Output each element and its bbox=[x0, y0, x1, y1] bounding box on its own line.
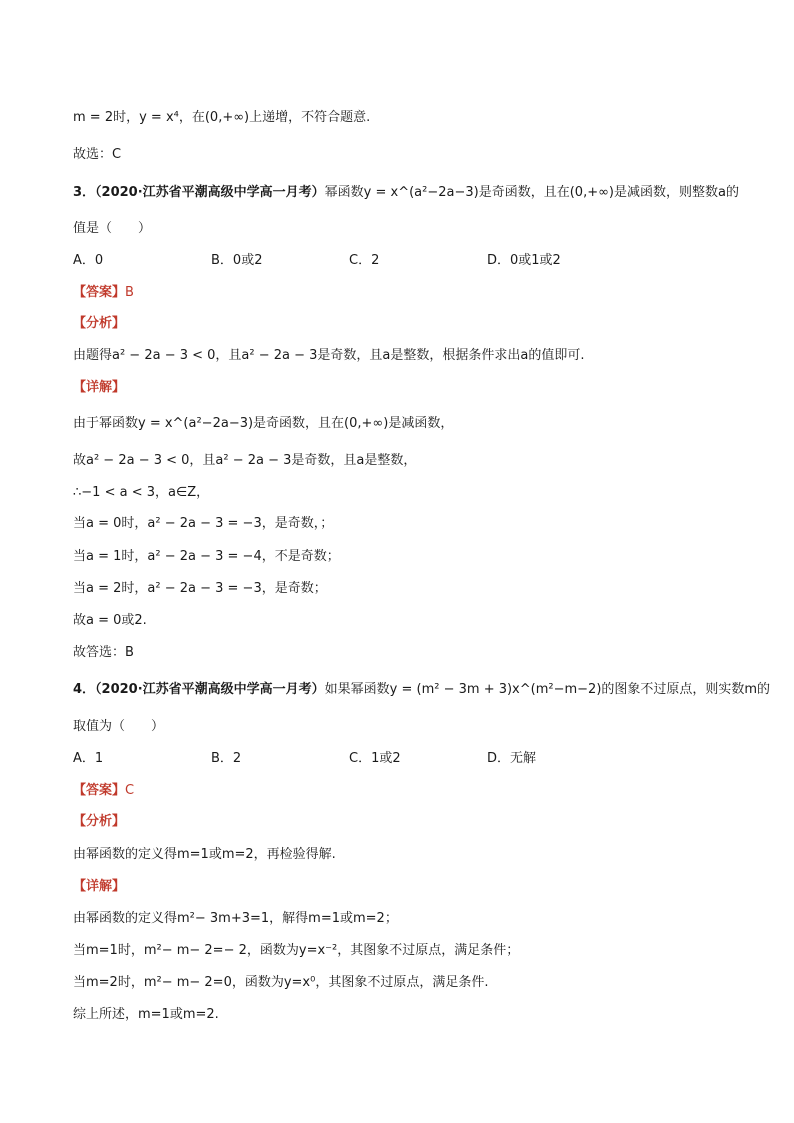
q3-option-d[interactable]: D．0或1或2 bbox=[487, 253, 561, 268]
q3-answer bbox=[73, 283, 734, 303]
q4-option-b[interactable]: B．2 bbox=[211, 751, 242, 766]
q3-detail-6: 当a = 2时，a² − 2a − 3 = −3，是奇数； bbox=[73, 581, 327, 596]
q3-options bbox=[73, 251, 734, 271]
q3-detail-5: 当a = 1时，a² − 2a − 3 = −4，不是奇数； bbox=[73, 549, 340, 564]
q4-stem-text: 如果幂函数y = (m² − 3m + 3)x^(m²−m−2)的图象不过原点，则实数m的 bbox=[324, 682, 771, 697]
q3-final-answer: 故答选：B bbox=[73, 645, 134, 660]
q3-detail-7: 故a = 0或2. bbox=[73, 613, 147, 628]
answer-value: C bbox=[125, 783, 135, 798]
q3-stem-line-2: 值是（ ） bbox=[73, 221, 152, 236]
prev-conclusion: m = 2时，y = x⁴，在(0,+∞)上递增，不符合题意. bbox=[73, 110, 371, 125]
q3-detail-1: 由于幂函数y = x^(a²−2a−3)是奇函数，且在(0,+∞)是减函数， bbox=[73, 416, 454, 431]
q4-analysis-label: 【分析】 bbox=[73, 814, 126, 829]
q4-option-d[interactable]: D．无解 bbox=[487, 751, 537, 766]
q4-detail-2: 当m=1时，m²− m− 2=− 2，函数为y=x⁻²，其图象不过原点，满足条件； bbox=[73, 943, 520, 958]
q3-stem-text: 幂函数y = x^(a²−2a−3)是奇函数，且在(0,+∞)是减函数，则整数a的 bbox=[324, 185, 739, 200]
q4-stem-line-2: 取值为（ ） bbox=[73, 719, 165, 734]
q3-stem-line-1 bbox=[73, 183, 739, 203]
q4-detail-3: 当m=2时，m²− m− 2=0，函数为y=x⁰，其图象不过原点，满足条件. bbox=[73, 975, 489, 990]
answer-value: B bbox=[125, 285, 134, 300]
q4-source: （2020·江苏省平潮高级中学高一月考） bbox=[95, 682, 325, 697]
q3-analysis: 由题得a² − 2a − 3 < 0，且a² − 2a − 3是奇数，且a是整数，根据条件求出a的值即可. bbox=[73, 348, 585, 363]
q3-detail-4: 当a = 0时，a² − 2a − 3 = −3，是奇数，； bbox=[73, 516, 334, 531]
q3-detail-3: ∴−1 < a < 3，a∈Z， bbox=[73, 485, 210, 500]
q3-analysis-label: 【分析】 bbox=[73, 316, 126, 331]
q4-detail-4: 综上所述，m=1或m=2. bbox=[73, 1007, 219, 1022]
q4-detail-1: 由幂函数的定义得m²− 3m+3=1，解得m=1或m=2； bbox=[73, 911, 398, 926]
q3-option-b[interactable]: B．0或2 bbox=[211, 253, 263, 268]
q4-options bbox=[73, 749, 734, 769]
q4-analysis: 由幂函数的定义得m=1或m=2，再检验得解. bbox=[73, 847, 336, 862]
answer-label: 【答案】 bbox=[73, 783, 126, 798]
q3-option-c[interactable]: C．2 bbox=[349, 253, 380, 268]
q4-number: 4． bbox=[73, 682, 96, 697]
q3-detail-label: 【详解】 bbox=[73, 380, 126, 395]
q3-source: （2020·江苏省平潮高级中学高一月考） bbox=[95, 185, 325, 200]
prev-answer: 故选：C bbox=[73, 147, 122, 162]
q3-detail-2: 故a² − 2a − 3 < 0，且a² − 2a − 3是奇数，且a是整数， bbox=[73, 453, 417, 468]
q3-number: 3． bbox=[73, 185, 96, 200]
q4-answer bbox=[73, 781, 734, 801]
q4-option-c[interactable]: C．1或2 bbox=[349, 751, 401, 766]
answer-label: 【答案】 bbox=[73, 285, 126, 300]
q4-option-a[interactable]: A．1 bbox=[73, 751, 104, 766]
q4-detail-label: 【详解】 bbox=[73, 879, 126, 894]
q3-option-a[interactable]: A．0 bbox=[73, 253, 104, 268]
q4-stem-line-1 bbox=[73, 680, 771, 700]
